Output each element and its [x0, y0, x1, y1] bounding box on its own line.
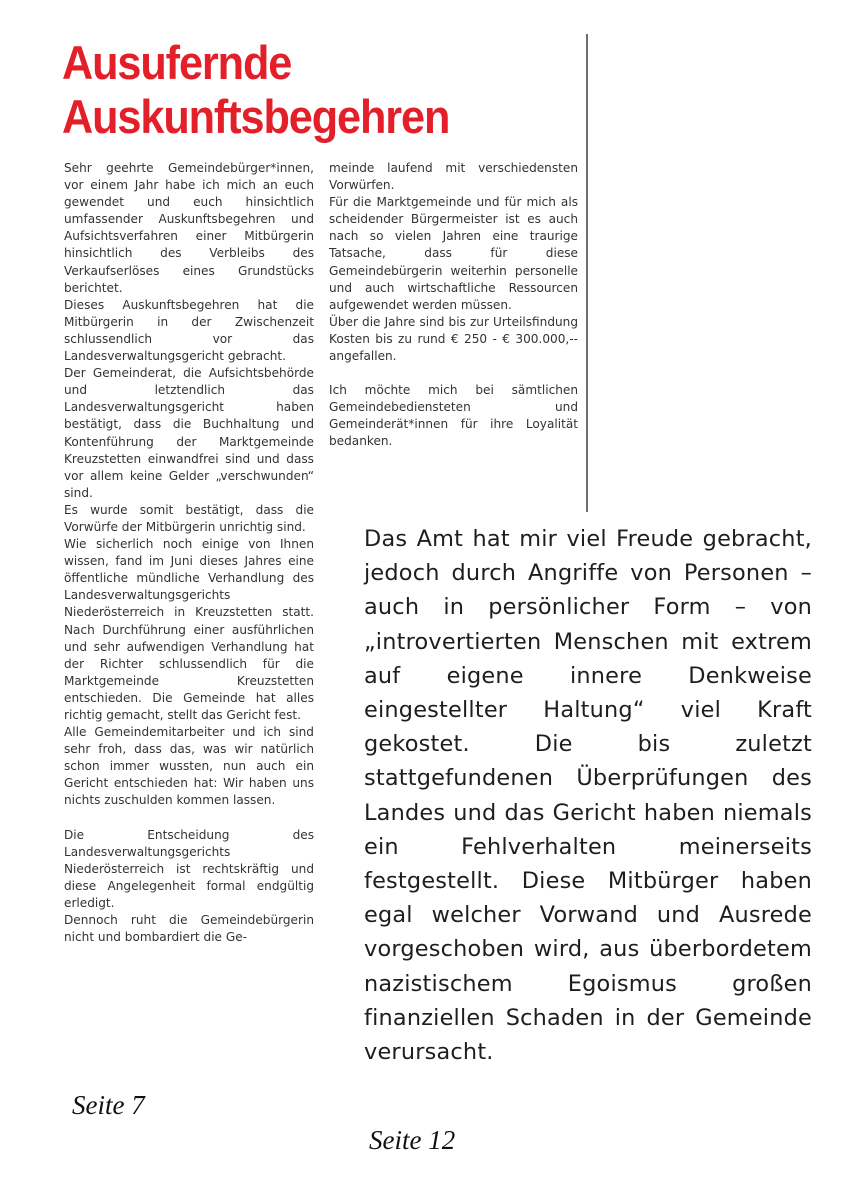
article-column-left [64, 160, 314, 946]
paragraph: Über die Jahre sind bis zur Urteilsfindung Kosten bis zu rund € 250 - € 300.000,-- angefallen. [329, 314, 578, 364]
headline-line-2: Auskunftsbegehren [62, 90, 450, 143]
paragraph: Die Entscheidung des Landesverwaltungsgerichts Niederösterreich ist rechtskräftig und diese Angelegenheit formal endgültig erledigt. [64, 827, 314, 910]
paragraph: Für die Marktgemeinde und für mich als scheidender Bürgermeister ist es auch nach so vielen Jahren eine traurige Tatsache, dass für diese Gemeindebürgerin weiterhin personelle und auch wirtschaftliche Ressourcen aufgewendet werden müssen. [329, 195, 578, 312]
paragraph-gap [329, 365, 578, 382]
paragraph: Alle Gemeindemitarbeiter und ich sind sehr froh, dass das, was wir natürlich schon immer wussten, nun auch ein Gericht entschieden hat: Wir haben uns nichts zuschulden kommen lassen. [64, 725, 314, 808]
column-divider [586, 34, 588, 512]
paragraph: Es wurde somit bestätigt, dass die Vorwürfe der Mitbürgerin unrichtig sind. [64, 502, 314, 534]
page-label-right: Seite 12 [369, 1125, 456, 1155]
paragraph-gap [64, 810, 314, 827]
paragraph: Ich möchte mich bei sämtlichen Gemeindebediensteten und Gemeinderät*innen für ihre Loyalität bedanken. [329, 383, 578, 449]
headline-line-1: Ausufernde [62, 36, 292, 89]
paragraph: meinde laufend mit verschiedensten Vorwürfen. [329, 161, 578, 193]
page-label-left: Seite 7 [72, 1090, 145, 1120]
excerpt-text-block [364, 522, 812, 1069]
paragraph: Der Gemeinderat, die Aufsichtsbehörde und letztendlich das Landesverwaltungsgericht haben bestätigt, dass die Buchhaltung und Kontenführung der Marktgemeinde Kreuzstetten einwandfrei sind und dass vor allem keine Gelder „verschwunden“ sind. [64, 366, 314, 500]
excerpt-paragraph: Das Amt hat mir viel Freude gebracht, jedoch durch Angriffe von Personen – auch in persönlicher Form – von „introvertierten Menschen mit extrem auf eigene innere Denkweise eingestellter Haltung“ viel Kraft gekostet. Die bis zuletzt stattgefundenen Überprüfungen des Landes und das Gericht haben niemals ein Fehlverhalten meinerseits festgestellt. Diese Mitbürger haben egal welcher Vorwand und Ausrede vorgeschoben wird, aus überbordetem nazistischem Egoismus großen finanziellen Schaden in der Gemeinde verursacht. [364, 526, 812, 1066]
paragraph: Sehr geehrte Gemeindebürger*innen, vor einem Jahr habe ich mich an euch gewendet und euch hinsichtlich umfassender Auskunftsbegehren und Aufsichtsverfahren einer Mitbürgerin hinsichtlich des Verbleibs des Verkaufserlöses eines Grundstücks berichtet. [64, 161, 314, 295]
article-column-middle [329, 160, 578, 451]
paragraph: Dieses Auskunftsbegehren hat die Mitbürgerin in der Zwischenzeit schlussendlich vor das Landesverwaltungsgericht gebracht. [64, 297, 314, 364]
paragraph: Dennoch ruht die Gemeindebürgerin nicht und bombardiert die Ge- [64, 913, 314, 945]
article-headline [62, 36, 449, 144]
paragraph: Wie sicherlich noch einige von Ihnen wissen, fand im Juni dieses Jahres eine öffentliche mündliche Verhandlung des Landesverwaltungsgerichts Niederösterreich in Kreuzstetten statt. Nach Durchführung einer ausführlichen und sehr aufwendigen Verhandlung hat der Richter schlussendlich für die Marktgemeinde Kreuzstetten entschieden. Die Gemeinde hat alles richtig gemacht, stellt das Gericht fest. [64, 537, 314, 722]
